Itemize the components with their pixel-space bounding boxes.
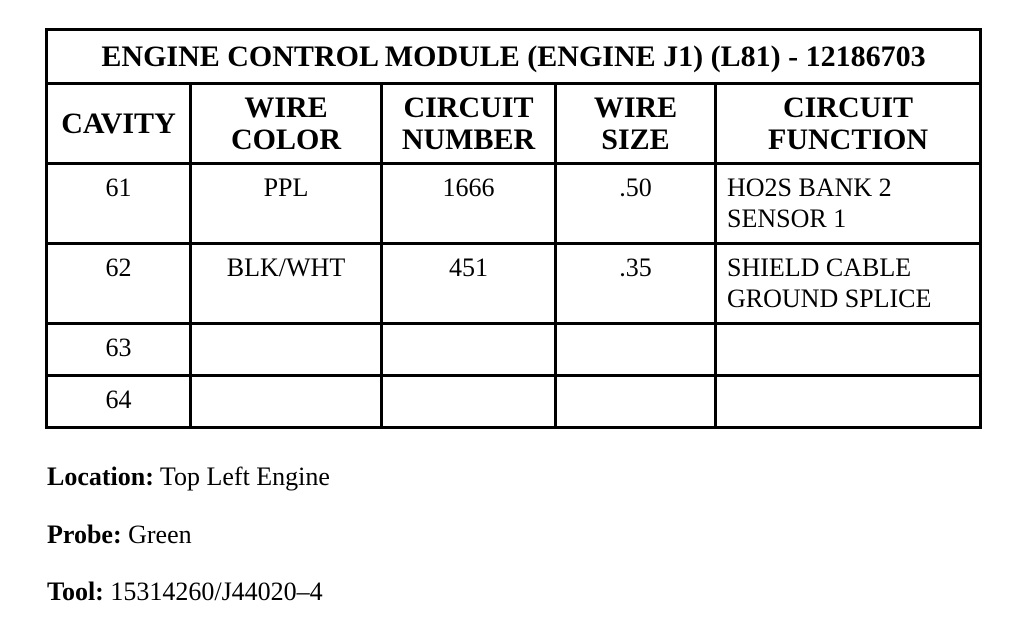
table-row	[47, 376, 981, 428]
probe-label: Probe:	[47, 520, 122, 549]
probe-line	[47, 520, 192, 550]
location-line	[47, 462, 330, 492]
location-label: Location:	[47, 462, 154, 491]
circuit-function-cell	[716, 376, 981, 428]
wire-color-cell: PPL	[191, 164, 382, 244]
tool-line	[47, 577, 323, 607]
header-cavity: CAVITY	[47, 84, 191, 164]
circuit-function-cell	[716, 324, 981, 376]
table-row	[47, 324, 981, 376]
circuit-number-cell	[382, 376, 556, 428]
tool-value: 15314260/J44020–4	[110, 577, 323, 606]
circuit-function-cell: SHIELD CABLE GROUND SPLICE	[716, 244, 981, 324]
cavity-cell: 64	[47, 376, 191, 428]
location-value: Top Left Engine	[159, 462, 330, 491]
connector-table	[45, 28, 982, 429]
cavity-cell: 62	[47, 244, 191, 324]
circuit-number-cell	[382, 324, 556, 376]
wire-size-cell: .50	[556, 164, 716, 244]
table-row	[47, 244, 981, 324]
header-row	[47, 84, 981, 164]
header-circuit-function: CIRCUIT FUNCTION	[716, 84, 981, 164]
tool-label: Tool:	[47, 577, 104, 606]
cavity-cell: 61	[47, 164, 191, 244]
cavity-cell: 63	[47, 324, 191, 376]
wire-size-cell: .35	[556, 244, 716, 324]
table-row	[47, 164, 981, 244]
circuit-number-cell: 451	[382, 244, 556, 324]
header-circuit-number: CIRCUIT NUMBER	[382, 84, 556, 164]
table-title: ENGINE CONTROL MODULE (ENGINE J1) (L81) - 12186703	[47, 30, 981, 84]
wire-color-cell	[191, 376, 382, 428]
wire-size-cell	[556, 376, 716, 428]
probe-value: Green	[128, 520, 192, 549]
wire-size-cell	[556, 324, 716, 376]
wire-color-cell	[191, 324, 382, 376]
header-wire-size: WIRE SIZE	[556, 84, 716, 164]
wire-color-cell: BLK/WHT	[191, 244, 382, 324]
circuit-function-cell: HO2S BANK 2 SENSOR 1	[716, 164, 981, 244]
circuit-number-cell: 1666	[382, 164, 556, 244]
header-wire-color: WIRE COLOR	[191, 84, 382, 164]
